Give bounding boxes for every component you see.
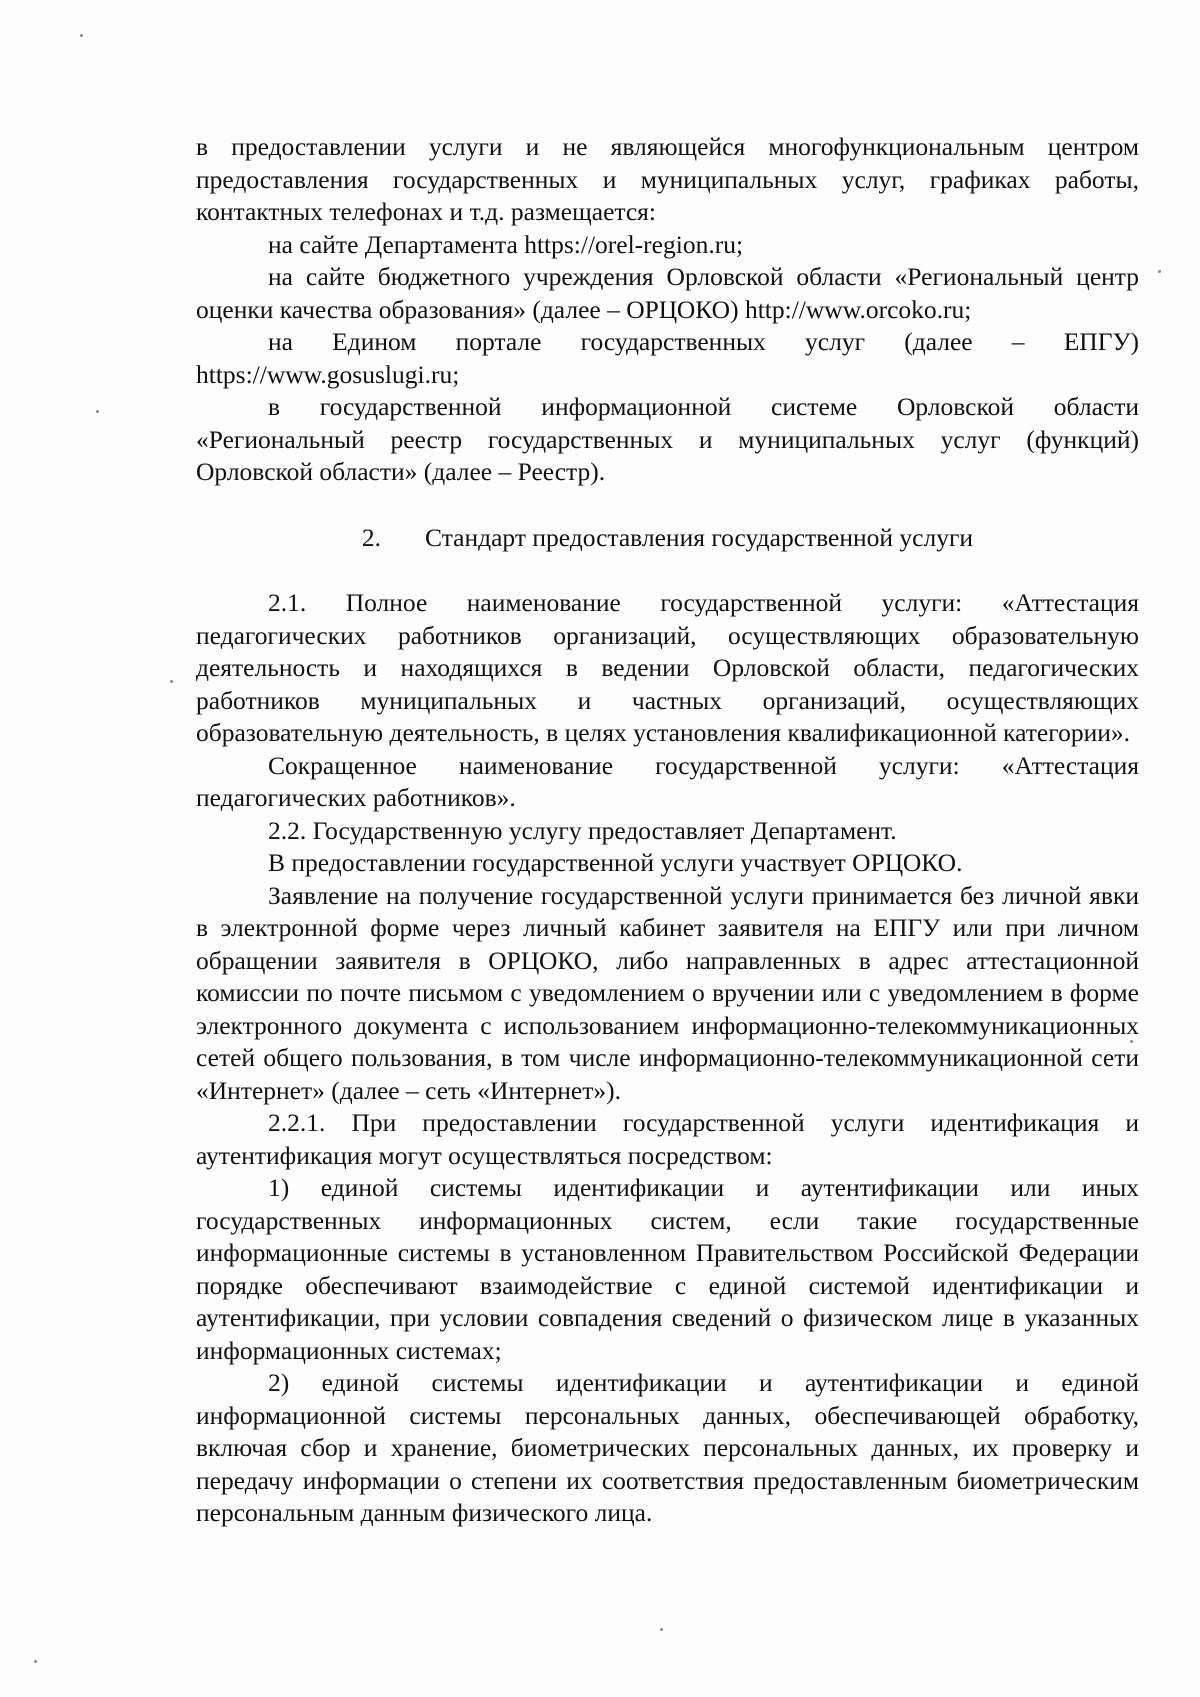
- paragraph-epgu-portal: на Едином портале государственных услуг (далее – ЕПГУ) https://www.gosuslugi.ru;: [196, 327, 1139, 389]
- paragraph-continuation: в предоставлении услуги и не являющейся многофункциональным центром предоставления государственных и муниципальных услуг, графиках работы, контактных телефонах и т.д. размещается:: [196, 132, 1139, 226]
- section-heading: [196, 522, 1139, 555]
- paragraph-orcoko-site: на сайте бюджетного учреждения Орловской области «Региональный центр оценки качества образования» (далее – ОРЦОКО) http://www.orcoko.ru;: [196, 262, 1139, 324]
- paragraph-short-name: Сокращенное наименование государственной услуги: «Аттестация педагогических работников».: [196, 750, 1139, 812]
- paragraph-2-2-1: 2.2.1. При предоставлении государственной услуги идентификация и аутентификация могут осуществляться посредством:: [196, 1108, 1139, 1170]
- scan-speck: [96, 410, 99, 413]
- scan-speck: [34, 1660, 37, 1663]
- scan-speck: [660, 1628, 663, 1631]
- scan-speck: [80, 34, 83, 37]
- paragraph-2-1: 2.1. Полное наименование государственной услуги: «Аттестация педагогических работников организаций, осуществляющих образовательную деятельность и находящихся в ведении Орловской области, педагогических работников муниципальных и частных организаций, осуществляющих образовательную деятельность, в целях установления квалификационной категории».: [196, 588, 1139, 747]
- scan-speck: [170, 680, 173, 683]
- paragraph-department-site: на сайте Департамента https://orel-region.ru;: [268, 229, 744, 259]
- document-body: [196, 131, 1139, 1530]
- paragraph-orcoko-participates: В предоставлении государственной услуги участвует ОРЦОКО.: [268, 848, 963, 877]
- scan-speck: [1158, 270, 1161, 273]
- paragraph-2-2: 2.2. Государственную услугу предоставляет Департамент.: [268, 815, 897, 845]
- section-number: 2.: [361, 522, 382, 552]
- section-title: Стандарт предоставления государственной услуги: [425, 522, 974, 552]
- list-item-1: 1) единой системы идентификации и аутентификации или иных государственных информационных систем, если такие государственные информационные системы в установленном Правительством Российской Федерации порядке обеспечивают взаимодействие с единой системой идентификации и аутентификации, при условии совпадения сведений о физическом лице в указанных информационных системах;: [196, 1173, 1139, 1365]
- paragraph-application: Заявление на получение государственной услуги принимается без личной явки в электронной форме через личный кабинет заявителя на ЕПГУ или при личном обращении заявителя в ОРЦОКО, либо направленных в адрес аттестационной комиссии по почте письмом с уведомлением о вручении или с уведомлением в форме электронного документа с использованием информационно-телекоммуникационных сетей общего пользования, в том числе информационно-телекоммуникационной сети «Интернет» (далее – сеть «Интернет»).: [196, 880, 1139, 1105]
- paragraph-registry: в государственной информационной системе Орловской области «Региональный реестр государственных и муниципальных услуг (функций) Орловской области» (далее – Реестр).: [196, 392, 1139, 486]
- list-item-2: 2) единой системы идентификации и аутентификации и единой информационной системы персональных данных, обеспечивающей обработку, включая сбор и хранение, биометрических персональных данных, их проверку и передачу информации о степени их соответствия предоставленным биометрическим персональным данным физического лица.: [196, 1368, 1139, 1527]
